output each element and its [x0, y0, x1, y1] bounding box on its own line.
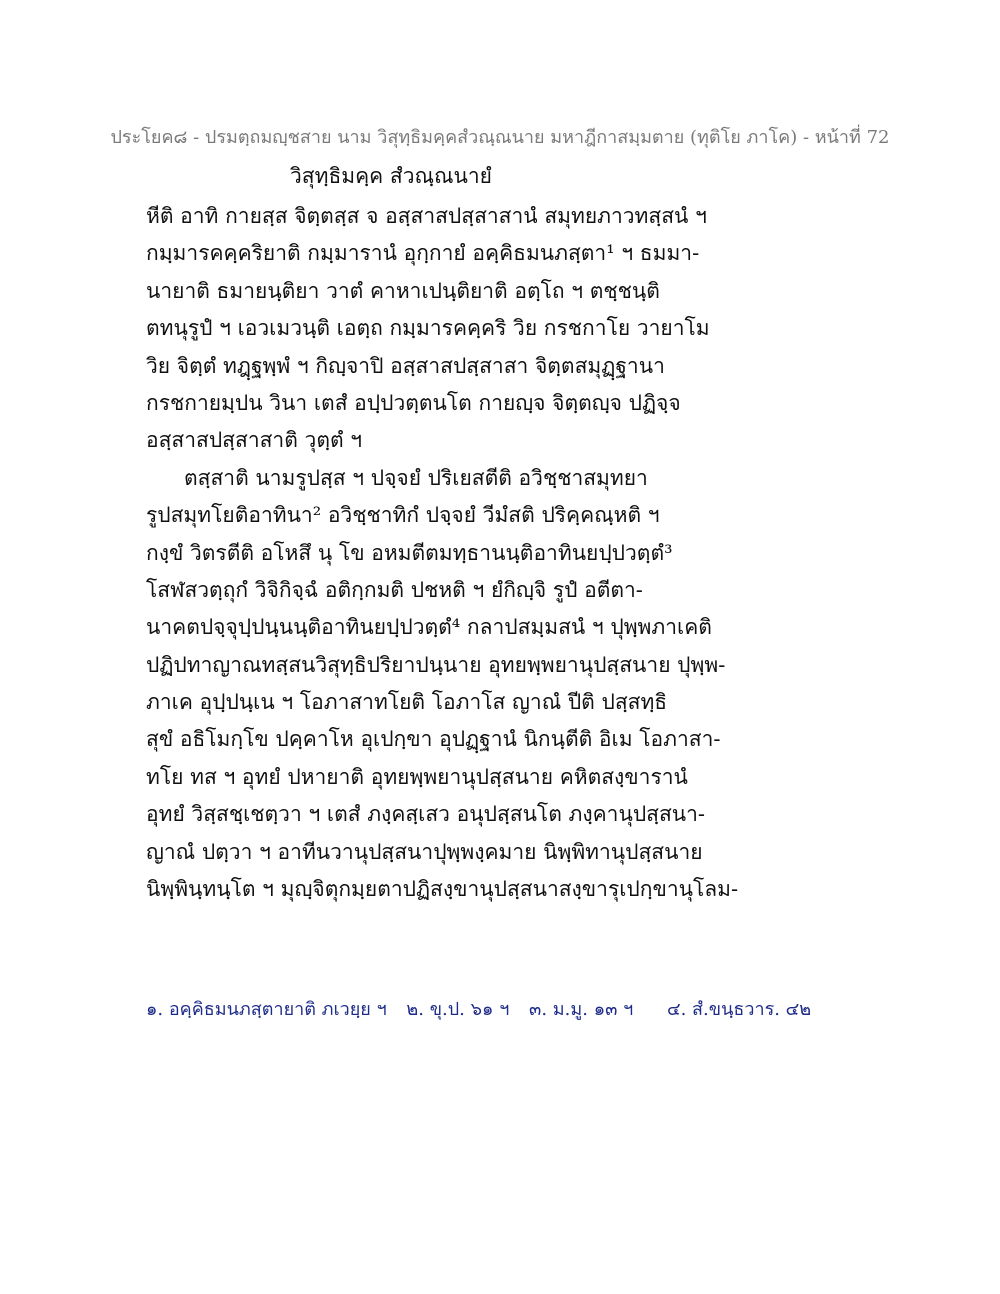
text-line: ปฏิปทาญาณทสฺสนวิสุทฺธิปริยาปนฺนาย อุทยพฺพยานุปสฺสนาย ปุพฺพ-	[146, 652, 726, 677]
text-line: สุขํ อธิโมกฺโข ปคฺคาโห อุเปกฺขา อุปฏฺฐานํ นิกนฺตีติ อิเม โอภาสา-	[146, 727, 721, 752]
text-line: กมฺมารคคฺคริยาติ กมฺมารานํ อุกฺกายํ อคฺคิธมนภสฺตา¹ ฯ ธมมา-	[146, 241, 700, 266]
body-text	[146, 198, 846, 908]
text-line: นาคตปจฺจุปฺปนฺนนฺติอาทินยปฺปวตฺตํ⁴ กลาปสมฺมสนํ ฯ ปุพฺพภาเคติ	[146, 615, 712, 640]
text-line: ตทนุรูปํ ฯ เอวเมวนฺติ เอตฺถ กมฺมารคคฺคริ วิย กรชกาโย วายาโม	[146, 316, 710, 341]
text-line: ญาณํ ปตฺวา ฯ อาทีนวานุปสฺสนาปุพฺพงฺคมาย นิพฺพิทานุปสฺสนาย	[146, 839, 703, 864]
text-line: รูปสมุทโยติอาทินา² อวิชฺชาทิกํ ปจฺจยํ วีมํสติ ปริคฺคณฺหติ ฯ	[146, 503, 660, 528]
text-line: ทโย ทส ฯ อุทยํ ปหายาติ อุทยพฺพยานุปสฺสนาย คหิตสงฺขารานํ	[146, 764, 688, 789]
text-line: โสฬสวตฺถุกํ วิจิกิจฺฉํ อติกฺกมติ ปชหติ ฯ ยํกิญฺจิ รูปํ อตีตา-	[146, 577, 643, 602]
text-line: กรชกายมฺปน วินา เตสํ อปฺปวตฺตนโต กายญฺจ จิตฺตญฺจ ปฏิจฺจ	[146, 390, 681, 415]
text-line: นิพฺพินฺทนฺโต ฯ มุญฺจิตุกมฺยตาปฏิสงฺขานุปสฺสนาสงฺขารุเปกฺขานุโลม-	[146, 877, 739, 902]
footnote-2: ๒. ขุ.ป. ๖๑ ฯ	[406, 999, 510, 1020]
text-line: อสฺสาสปสฺสาสาติ วุตฺตํ ฯ	[146, 428, 363, 453]
text-line: ภาเค อุปฺปนฺเน ฯ โอภาสาทโยติ โอภาโส ญาณํ ปีติ ปสฺสทฺธิ	[146, 690, 668, 715]
footnote-3: ๓. ม.มู. ๑๓ ฯ	[529, 999, 634, 1020]
text-line: กงฺขํ วิตรตีติ อโหสึ นุ โข อหมตีตมทฺธานนฺติอาทินยปฺปวตฺตํ³	[146, 540, 673, 565]
footnote-1: ๑. อคฺคิธมนภสฺตายาติ ภเวยฺย ฯ	[146, 999, 387, 1020]
text-line: หีติ อาทิ กายสฺส จิตฺตสฺส จ อสฺสาสปสฺสาสานํ สมุทยภาวทสฺสนํ ฯ	[146, 204, 707, 228]
text-line: วิย จิตฺตํ ทฎฺฐพฺพํ ฯ กิญฺจาปิ อสฺสาสปสฺสาสา จิตฺตสมุฏฺฐานา	[146, 353, 665, 378]
text-line: อุทยํ วิสฺสชฺเชตฺวา ฯ เตสํ ภงฺคสฺเสว อนุปสฺสนโต ภงฺคานุปสฺสนา-	[146, 802, 706, 827]
paragraph-start-line: ตสฺสาติ นามรูปสฺส ฯ ปจฺจยํ ปริเยสตีติ อวิชฺชาสมุทยา	[184, 465, 648, 490]
footnote-4: ๔. สํ.ขนฺธวาร. ๔๒	[666, 999, 812, 1020]
text-line: นายาติ ธมายนฺติยา วาตํ คาหาเปนฺติยาติ อตฺโถ ฯ ตชฺชนฺติ	[146, 278, 660, 303]
footnotes	[146, 994, 825, 1023]
page-title: วิสุทฺธิมคฺค สํวณฺณนายํ	[290, 164, 492, 188]
page-header: ประโยค๘ - ปรมตฺถมญฺชสาย นาม วิสุทฺธิมคฺคสํวณฺณนาย มหาฎีกาสมฺมตาย (ทุติโย ภาโค) - หน้าที่ 72	[110, 127, 890, 148]
